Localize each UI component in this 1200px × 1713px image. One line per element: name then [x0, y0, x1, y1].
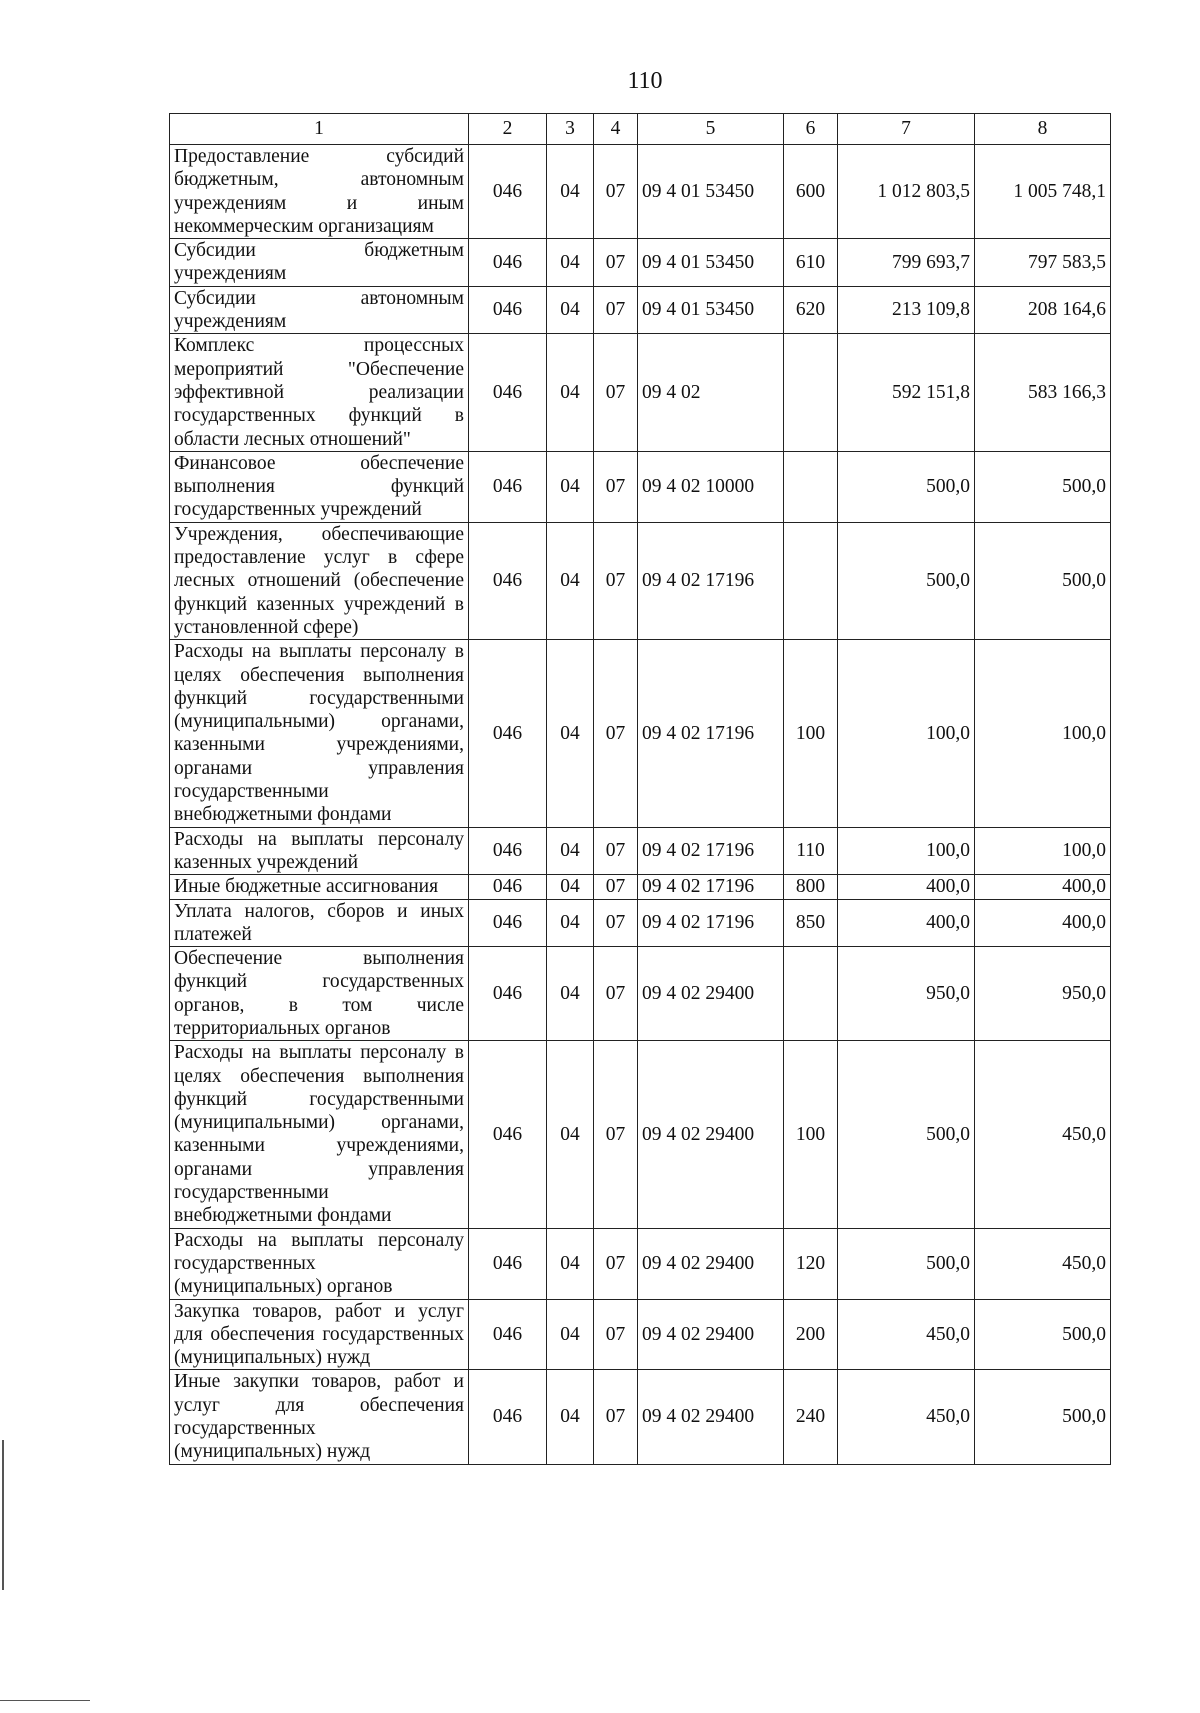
column-header-7: 7: [838, 114, 975, 145]
row-col2-cell: 046: [469, 1228, 547, 1299]
row-col6-cell: 850: [784, 899, 838, 947]
row-col4-cell: 07: [594, 286, 638, 334]
row-name-cell: Расходы на выплаты персоналу казенных учреждений: [170, 827, 469, 875]
column-header-2: 2: [469, 114, 547, 145]
column-header-8: 8: [975, 114, 1111, 145]
table-row: [170, 1299, 1111, 1370]
row-col5-cell: 09 4 01 53450: [638, 145, 784, 239]
row-col7-cell: 450,0: [838, 1299, 975, 1370]
row-col5-cell: 09 4 02 10000: [638, 451, 784, 522]
row-col4-cell: 07: [594, 875, 638, 899]
row-col8-cell: 100,0: [975, 640, 1111, 827]
row-col6-cell: 100: [784, 640, 838, 827]
row-col2-cell: 046: [469, 239, 547, 287]
scan-edge-mark: [0, 1700, 90, 1701]
row-col6-cell: [784, 334, 838, 451]
table-row: [170, 239, 1111, 287]
row-col6-cell: 110: [784, 827, 838, 875]
row-col2-cell: 046: [469, 145, 547, 239]
row-col4-cell: 07: [594, 145, 638, 239]
row-col6-cell: 120: [784, 1228, 838, 1299]
table-row: [170, 1228, 1111, 1299]
row-name-cell: Учреждения, обеспечивающие предоставление услуг в сфере лесных отношений (обеспечение функций казенных учреждений в установленной сфере): [170, 522, 469, 639]
row-col2-cell: 046: [469, 640, 547, 827]
row-name-cell: Иные закупки товаров, работ и услуг для обеспечения государственных (муниципальных) нужд: [170, 1370, 469, 1464]
row-col3-cell: 04: [547, 145, 594, 239]
row-col3-cell: 04: [547, 1299, 594, 1370]
row-col7-cell: 500,0: [838, 1228, 975, 1299]
row-col7-cell: 400,0: [838, 875, 975, 899]
row-col8-cell: 797 583,5: [975, 239, 1111, 287]
row-col2-cell: 046: [469, 899, 547, 947]
row-col3-cell: 04: [547, 334, 594, 451]
row-col5-cell: 09 4 02 17196: [638, 899, 784, 947]
row-col4-cell: 07: [594, 640, 638, 827]
column-header-3: 3: [547, 114, 594, 145]
column-header-4: 4: [594, 114, 638, 145]
row-col7-cell: 500,0: [838, 522, 975, 639]
row-col6-cell: 600: [784, 145, 838, 239]
row-col3-cell: 04: [547, 451, 594, 522]
row-col4-cell: 07: [594, 522, 638, 639]
row-col4-cell: 07: [594, 239, 638, 287]
row-col5-cell: 09 4 01 53450: [638, 286, 784, 334]
row-name-cell: Субсидии бюджетным учреждениям: [170, 239, 469, 287]
row-col5-cell: 09 4 02: [638, 334, 784, 451]
row-col7-cell: 592 151,8: [838, 334, 975, 451]
row-col5-cell: 09 4 02 29400: [638, 947, 784, 1041]
row-name-cell: Расходы на выплаты персоналу в целях обеспечения выполнения функций государственными (муниципальными) органами, казенными учреждениями, органами управления государственными внебюджетными фондами: [170, 640, 469, 827]
row-col4-cell: 07: [594, 451, 638, 522]
table-row: [170, 899, 1111, 947]
row-name-cell: Финансовое обеспечение выполнения функций государственных учреждений: [170, 451, 469, 522]
table-row: [170, 640, 1111, 827]
row-col7-cell: 400,0: [838, 899, 975, 947]
row-col5-cell: 09 4 02 17196: [638, 522, 784, 639]
table-body: [170, 114, 1111, 1465]
row-col5-cell: 09 4 02 17196: [638, 640, 784, 827]
row-col7-cell: 213 109,8: [838, 286, 975, 334]
table-row: [170, 286, 1111, 334]
row-col6-cell: 100: [784, 1041, 838, 1228]
row-col5-cell: 09 4 02 17196: [638, 875, 784, 899]
column-header-6: 6: [784, 114, 838, 145]
row-col3-cell: 04: [547, 1041, 594, 1228]
table-header-row: [170, 114, 1111, 145]
table-row: [170, 522, 1111, 639]
row-col4-cell: 07: [594, 827, 638, 875]
row-col7-cell: 500,0: [838, 451, 975, 522]
row-col8-cell: 208 164,6: [975, 286, 1111, 334]
row-name-cell: Предоставление субсидий бюджетным, автономным учреждениям и иным некоммерческим организациям: [170, 145, 469, 239]
row-col8-cell: 950,0: [975, 947, 1111, 1041]
row-col2-cell: 046: [469, 451, 547, 522]
page-number: 110: [627, 68, 663, 94]
row-name-cell: Комплекс процессных мероприятий "Обеспечение эффективной реализации государственных функций в области лесных отношений": [170, 334, 469, 451]
row-col5-cell: 09 4 02 29400: [638, 1228, 784, 1299]
row-col3-cell: 04: [547, 239, 594, 287]
row-col3-cell: 04: [547, 827, 594, 875]
row-col6-cell: 610: [784, 239, 838, 287]
row-col2-cell: 046: [469, 286, 547, 334]
row-col8-cell: 450,0: [975, 1228, 1111, 1299]
table-row: [170, 947, 1111, 1041]
row-col8-cell: 500,0: [975, 1370, 1111, 1464]
budget-table: [169, 113, 1111, 1465]
row-col5-cell: 09 4 02 17196: [638, 827, 784, 875]
row-col6-cell: [784, 522, 838, 639]
row-col6-cell: [784, 451, 838, 522]
row-col7-cell: 500,0: [838, 1041, 975, 1228]
row-col8-cell: 500,0: [975, 1299, 1111, 1370]
row-col6-cell: 800: [784, 875, 838, 899]
row-name-cell: Уплата налогов, сборов и иных платежей: [170, 899, 469, 947]
row-col7-cell: 950,0: [838, 947, 975, 1041]
row-col3-cell: 04: [547, 875, 594, 899]
row-col3-cell: 04: [547, 522, 594, 639]
row-col8-cell: 100,0: [975, 827, 1111, 875]
row-col8-cell: 400,0: [975, 875, 1111, 899]
row-col4-cell: 07: [594, 1041, 638, 1228]
column-header-5: 5: [638, 114, 784, 145]
row-col6-cell: 240: [784, 1370, 838, 1464]
table-row: [170, 1370, 1111, 1464]
row-col2-cell: 046: [469, 875, 547, 899]
row-col5-cell: 09 4 02 29400: [638, 1370, 784, 1464]
row-col2-cell: 046: [469, 334, 547, 451]
row-col4-cell: 07: [594, 1299, 638, 1370]
row-col3-cell: 04: [547, 286, 594, 334]
row-col8-cell: 500,0: [975, 451, 1111, 522]
row-col5-cell: 09 4 01 53450: [638, 239, 784, 287]
row-col5-cell: 09 4 02 29400: [638, 1041, 784, 1228]
row-col8-cell: 583 166,3: [975, 334, 1111, 451]
row-col6-cell: 200: [784, 1299, 838, 1370]
row-col4-cell: 07: [594, 1370, 638, 1464]
row-col2-cell: 046: [469, 522, 547, 639]
row-col2-cell: 046: [469, 1299, 547, 1370]
row-col4-cell: 07: [594, 899, 638, 947]
row-col8-cell: 400,0: [975, 899, 1111, 947]
row-col3-cell: 04: [547, 947, 594, 1041]
row-col7-cell: 799 693,7: [838, 239, 975, 287]
table-row: [170, 875, 1111, 899]
row-col3-cell: 04: [547, 640, 594, 827]
row-col8-cell: 1 005 748,1: [975, 145, 1111, 239]
row-col7-cell: 100,0: [838, 827, 975, 875]
row-col3-cell: 04: [547, 1228, 594, 1299]
row-name-cell: Расходы на выплаты персоналу в целях обеспечения выполнения функций государственными (муниципальными) органами, казенными учреждениями, органами управления государственными внебюджетными фондами: [170, 1041, 469, 1228]
table-row: [170, 1041, 1111, 1228]
row-col8-cell: 500,0: [975, 522, 1111, 639]
row-name-cell: Обеспечение выполнения функций государственных органов, в том числе территориальных органов: [170, 947, 469, 1041]
row-name-cell: Иные бюджетные ассигнования: [170, 875, 469, 899]
row-name-cell: Закупка товаров, работ и услуг для обеспечения государственных (муниципальных) нужд: [170, 1299, 469, 1370]
scan-edge-mark: [2, 1440, 4, 1590]
row-col5-cell: 09 4 02 29400: [638, 1299, 784, 1370]
row-col6-cell: [784, 947, 838, 1041]
table-row: [170, 827, 1111, 875]
row-col4-cell: 07: [594, 947, 638, 1041]
row-col3-cell: 04: [547, 1370, 594, 1464]
column-header-1: 1: [170, 114, 469, 145]
row-col4-cell: 07: [594, 1228, 638, 1299]
row-col7-cell: 1 012 803,5: [838, 145, 975, 239]
row-col3-cell: 04: [547, 899, 594, 947]
row-col4-cell: 07: [594, 334, 638, 451]
table-row: [170, 451, 1111, 522]
row-name-cell: Субсидии автономным учреждениям: [170, 286, 469, 334]
row-col2-cell: 046: [469, 947, 547, 1041]
row-col2-cell: 046: [469, 1041, 547, 1228]
row-col7-cell: 100,0: [838, 640, 975, 827]
row-col2-cell: 046: [469, 827, 547, 875]
row-col6-cell: 620: [784, 286, 838, 334]
row-col2-cell: 046: [469, 1370, 547, 1464]
row-col8-cell: 450,0: [975, 1041, 1111, 1228]
row-col7-cell: 450,0: [838, 1370, 975, 1464]
row-name-cell: Расходы на выплаты персоналу государственных (муниципальных) органов: [170, 1228, 469, 1299]
table-row: [170, 145, 1111, 239]
table-row: [170, 334, 1111, 451]
